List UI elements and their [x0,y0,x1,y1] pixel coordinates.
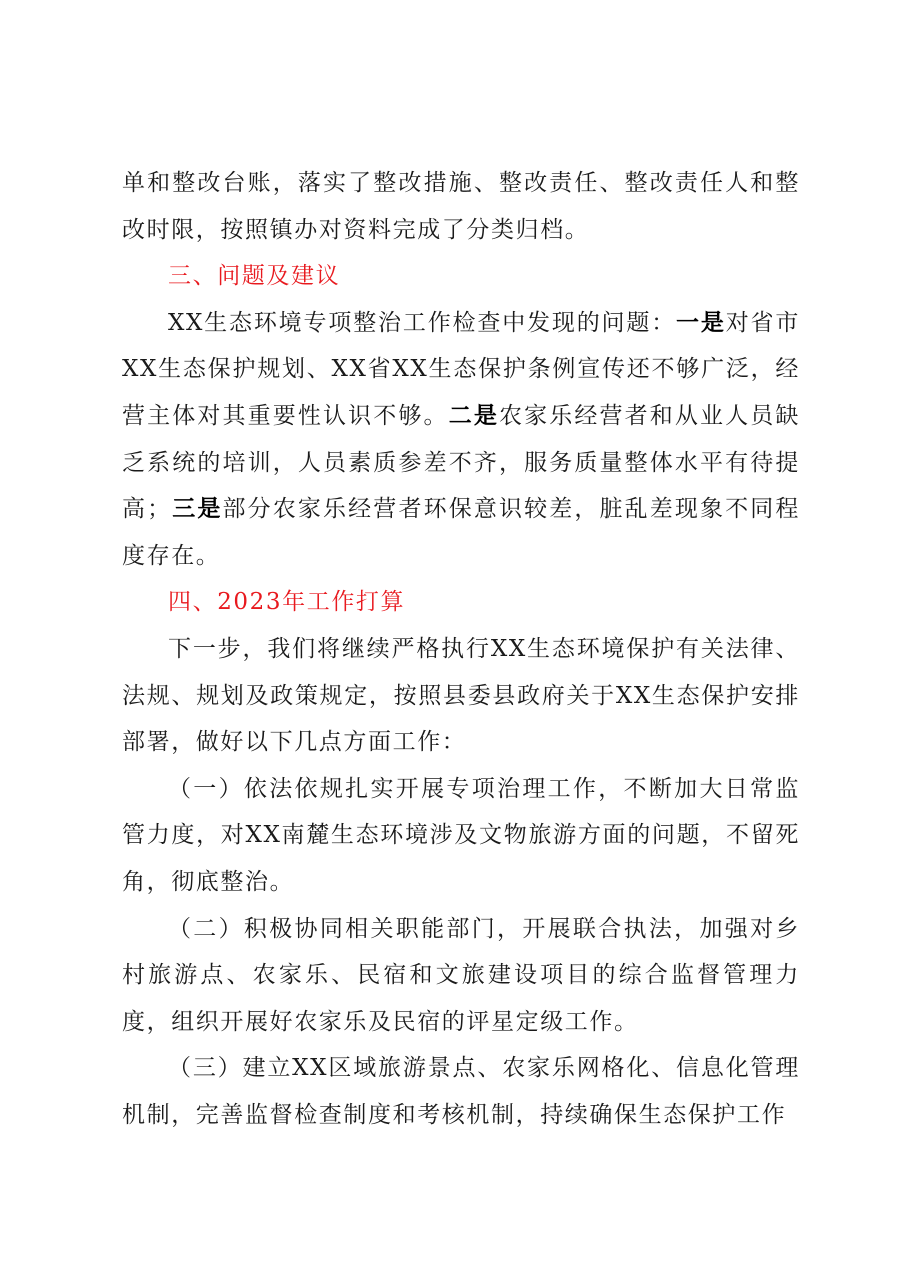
paragraph-plan-item-3: （三）建立XX区域旅游景点、农家乐网格化、信息化管理机制，完善监督检查制度和考核机制，持续确保生态保护工作 [122,1055,800,1128]
problem-second: 农家乐经营者和从业人员缺乏系统的培训，人员素质参差不齐，服务质量整体水平有待提高； [122,402,800,523]
bold-marker-second: 二是 [448,401,499,429]
document-body [122,160,800,1138]
paragraph-continued: 单和整改台账，落实了整改措施、整改责任、整改责任人和整改时限，按照镇办对资料完成了分类归档。 [122,170,800,243]
paragraph-problems [122,300,800,580]
bold-marker-first: 一是 [676,308,726,336]
paragraph-plan-intro: 下一步，我们将继续严格执行XX生态环境保护有关法律、法规、规划及政策规定，按照县委县政府关于XX生态保护安排部署，做好以下几点方面工作： [122,635,800,756]
section-heading-problems: 三、问题及建议 [168,263,341,290]
section-heading-plan: 四、2023年工作打算 [168,589,406,616]
problem-first: 对省市XX生态保护规划、XX省XX生态保护条例宣传还不够广泛，经营主体对其重要性认识不够。 [122,309,800,429]
paragraph-plan-item-1: （一）依法依规扎实开展专项治理工作，不断加大日常监管力度，对XX南麓生态环境涉及文物旅游方面的问题，不留死角，彻底整治。 [122,775,800,895]
problems-intro: XX生态环境专项整治工作检查中发现的问题： [168,309,677,336]
paragraph-plan-item-2: （二）积极协同相关职能部门，开展联合执法，加强对乡村旅游点、农家乐、民宿和文旅建设项目的综合监督管理力度，组织开展好农家乐及民宿的评星定级工作。 [122,915,800,1035]
problem-third: 部分农家乐经营者环保意识较差，脏乱差现象不同程度存在。 [122,496,800,569]
bold-marker-third: 三是 [171,495,223,523]
